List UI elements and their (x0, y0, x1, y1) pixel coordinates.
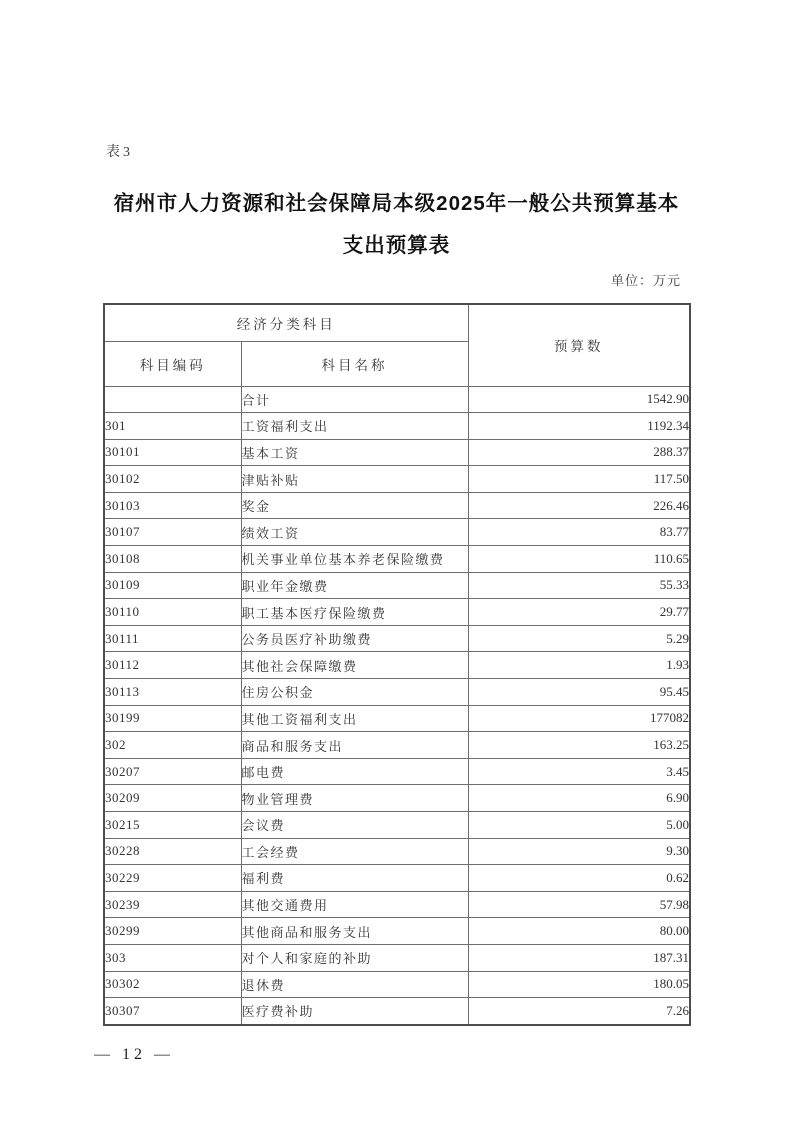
table-row (104, 944, 690, 971)
cell-subject-name: 工资福利支出 (241, 413, 468, 440)
cell-subject-code: 30299 (104, 918, 241, 945)
table-row (104, 652, 690, 679)
page-title-line-2: 支出预算表 (342, 234, 451, 257)
cell-subject-code: 30111 (104, 625, 241, 652)
header-economic-classification: 经济分类科目 (104, 304, 468, 341)
cell-budget-amount: 7.26 (468, 998, 690, 1025)
cell-budget-amount: 9.30 (468, 838, 690, 865)
cell-subject-code: 30112 (104, 652, 241, 679)
header-subject-name: 科目名称 (241, 341, 468, 386)
cell-subject-code: 30102 (104, 466, 241, 493)
cell-budget-amount: 177082 (468, 705, 690, 732)
cell-subject-code: 30209 (104, 785, 241, 812)
table-row (104, 732, 690, 759)
cell-budget-amount: 180.05 (468, 971, 690, 998)
table-row (104, 812, 690, 839)
cell-subject-name: 基本工资 (241, 439, 468, 466)
cell-subject-name: 职业年金缴费 (241, 572, 468, 599)
cell-budget-amount: 5.29 (468, 625, 690, 652)
header-subject-code: 科目编码 (104, 341, 241, 386)
unit-note: 单位：万元 (610, 273, 681, 288)
budget-table-body (104, 386, 690, 1025)
cell-subject-code: 30307 (104, 998, 241, 1025)
table-row (104, 439, 690, 466)
cell-subject-name: 奖金 (241, 492, 468, 519)
cell-budget-amount: 1192.34 (468, 413, 690, 440)
cell-subject-code: 30103 (104, 492, 241, 519)
cell-subject-code: 30110 (104, 599, 241, 626)
cell-subject-name: 商品和服务支出 (241, 732, 468, 759)
cell-subject-name: 医疗费补助 (241, 998, 468, 1025)
cell-subject-name: 其他商品和服务支出 (241, 918, 468, 945)
cell-subject-code: 30107 (104, 519, 241, 546)
table-row (104, 891, 690, 918)
budget-table-header (104, 304, 690, 386)
table-row (104, 599, 690, 626)
cell-subject-code: 30207 (104, 758, 241, 785)
cell-subject-code (104, 386, 241, 413)
table-row (104, 998, 690, 1025)
cell-budget-amount: 288.37 (468, 439, 690, 466)
cell-subject-name: 物业管理费 (241, 785, 468, 812)
header-budget-amount: 预算数 (468, 304, 690, 386)
cell-budget-amount: 0.62 (468, 865, 690, 892)
table-label: 表3 (106, 145, 133, 160)
table-row (104, 705, 690, 732)
cell-budget-amount: 29.77 (468, 599, 690, 626)
cell-subject-name: 津贴补贴 (241, 466, 468, 493)
table-row (104, 865, 690, 892)
cell-subject-name: 机关事业单位基本养老保险缴费 (241, 546, 468, 573)
table-row (104, 971, 690, 998)
cell-subject-code: 30229 (104, 865, 241, 892)
cell-subject-code: 30109 (104, 572, 241, 599)
cell-subject-name: 合计 (241, 386, 468, 413)
cell-subject-name: 绩效工资 (241, 519, 468, 546)
cell-budget-amount: 1542.90 (468, 386, 690, 413)
table-row (104, 838, 690, 865)
cell-subject-code: 30101 (104, 439, 241, 466)
cell-subject-code: 30239 (104, 891, 241, 918)
cell-budget-amount: 5.00 (468, 812, 690, 839)
table-row (104, 918, 690, 945)
cell-subject-name: 其他工资福利支出 (241, 705, 468, 732)
cell-budget-amount: 83.77 (468, 519, 690, 546)
cell-budget-amount: 163.25 (468, 732, 690, 759)
cell-subject-name: 工会经费 (241, 838, 468, 865)
table-row (104, 758, 690, 785)
cell-subject-name: 邮电费 (241, 758, 468, 785)
table-row (104, 386, 690, 413)
cell-subject-name: 其他交通费用 (241, 891, 468, 918)
page-title-line-1: 宿州市人力资源和社会保障局本级2025年一般公共预算基本 (113, 192, 680, 215)
cell-subject-name: 公务员医疗补助缴费 (241, 625, 468, 652)
table-row (104, 679, 690, 706)
cell-budget-amount: 226.46 (468, 492, 690, 519)
table-row (104, 413, 690, 440)
cell-budget-amount: 1.93 (468, 652, 690, 679)
table-row (104, 785, 690, 812)
cell-budget-amount: 95.45 (468, 679, 690, 706)
table-row (104, 625, 690, 652)
table-row (104, 572, 690, 599)
header-row-group (104, 304, 690, 341)
cell-budget-amount: 110.65 (468, 546, 690, 573)
cell-budget-amount: 57.98 (468, 891, 690, 918)
cell-subject-name: 福利费 (241, 865, 468, 892)
table-row (104, 519, 690, 546)
cell-subject-code: 30302 (104, 971, 241, 998)
table-row (104, 492, 690, 519)
budget-table (103, 303, 691, 1026)
cell-subject-name: 退休费 (241, 971, 468, 998)
cell-subject-code: 30108 (104, 546, 241, 573)
cell-budget-amount: 6.90 (468, 785, 690, 812)
cell-subject-code: 30199 (104, 705, 241, 732)
cell-subject-name: 职工基本医疗保险缴费 (241, 599, 468, 626)
page-number: — 12 — (94, 1046, 174, 1063)
cell-subject-name: 其他社会保障缴费 (241, 652, 468, 679)
cell-subject-code: 30215 (104, 812, 241, 839)
cell-subject-code: 30228 (104, 838, 241, 865)
cell-subject-code: 301 (104, 413, 241, 440)
cell-subject-name: 会议费 (241, 812, 468, 839)
page-title (56, 183, 737, 267)
cell-budget-amount: 187.31 (468, 944, 690, 971)
cell-budget-amount: 80.00 (468, 918, 690, 945)
cell-subject-name: 对个人和家庭的补助 (241, 944, 468, 971)
cell-subject-code: 30113 (104, 679, 241, 706)
cell-subject-code: 302 (104, 732, 241, 759)
cell-subject-name: 住房公积金 (241, 679, 468, 706)
cell-budget-amount: 55.33 (468, 572, 690, 599)
table-row (104, 466, 690, 493)
cell-budget-amount: 3.45 (468, 758, 690, 785)
cell-subject-code: 303 (104, 944, 241, 971)
cell-budget-amount: 117.50 (468, 466, 690, 493)
table-row (104, 546, 690, 573)
